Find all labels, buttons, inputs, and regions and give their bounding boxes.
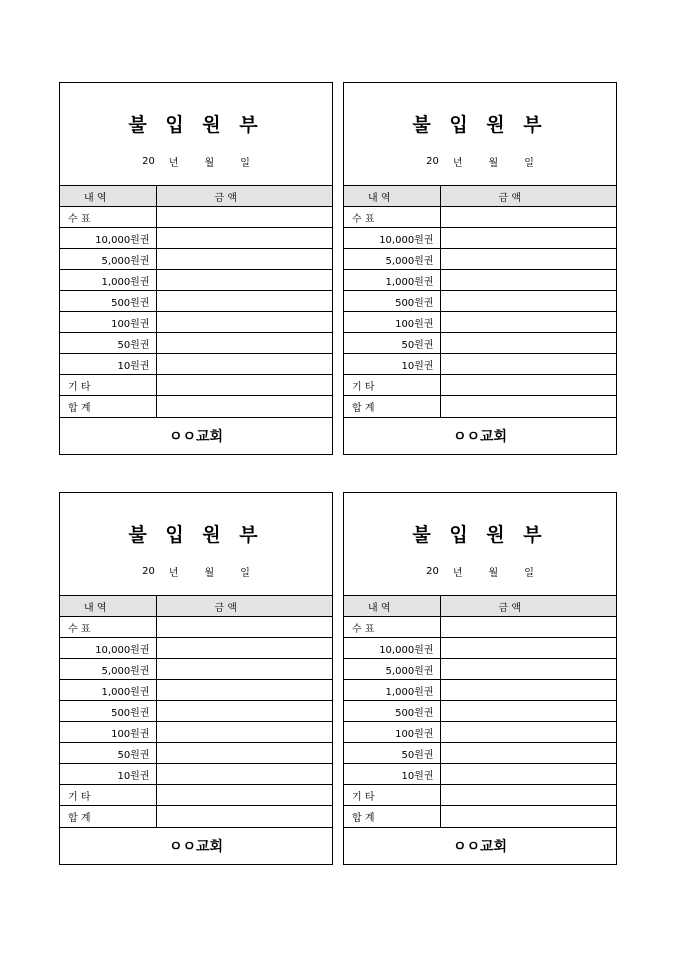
row-label: 10,000원권 [344,638,440,659]
amount-cell[interactable] [440,207,616,228]
amount-cell[interactable] [440,806,616,827]
header-item: 내 역 [344,186,440,207]
amount-cell[interactable] [440,617,616,638]
table-row [60,764,332,785]
row-label: 수 표 [344,617,440,638]
header-row [344,186,616,207]
table-row [60,638,332,659]
ledger-table [344,595,616,827]
amount-cell[interactable] [440,785,616,806]
row-label: 기 타 [344,375,440,396]
table-row [344,354,616,375]
table-row [344,312,616,333]
row-label: 5,000원권 [60,249,156,270]
amount-cell[interactable] [440,291,616,312]
table-row [60,785,332,806]
row-label: 100원권 [344,722,440,743]
row-label: 1,000원권 [344,680,440,701]
table-row [60,207,332,228]
amount-cell[interactable] [156,249,332,270]
table-row [344,249,616,270]
table-row [344,617,616,638]
table-row [344,722,616,743]
amount-cell[interactable] [440,764,616,785]
amount-cell[interactable] [156,764,332,785]
row-label: 500원권 [60,291,156,312]
table-row [344,291,616,312]
table-row [60,249,332,270]
ledger-table [344,185,616,417]
table-row [344,743,616,764]
header-amount: 금 액 [440,596,616,617]
amount-cell[interactable] [156,396,332,417]
date-year-prefix: 20 [142,155,155,167]
amount-cell[interactable] [440,743,616,764]
date-day-label: 일 [524,157,534,169]
row-label: 500원권 [344,291,440,312]
table-row [344,785,616,806]
table-row [344,680,616,701]
row-label: 50원권 [344,743,440,764]
table-row [344,701,616,722]
table-row [60,396,332,417]
row-label: 50원권 [60,333,156,354]
amount-cell[interactable] [440,680,616,701]
row-label: 수 표 [60,207,156,228]
row-label: 합 계 [344,396,440,417]
amount-cell[interactable] [156,291,332,312]
date-day-label: 일 [524,567,534,579]
ledger-card-bottom-right [343,492,617,865]
amount-cell[interactable] [440,375,616,396]
row-label: 10원권 [344,764,440,785]
amount-cell[interactable] [440,333,616,354]
table-row [60,617,332,638]
church-name: ㅇㅇ교회 [344,827,616,864]
amount-cell[interactable] [156,638,332,659]
amount-cell[interactable] [156,312,332,333]
table-row [60,375,332,396]
row-label: 50원권 [60,743,156,764]
table-row [60,743,332,764]
row-label: 합 계 [60,806,156,827]
date-line [60,137,332,185]
row-label: 기 타 [344,785,440,806]
table-row [60,312,332,333]
header-row [60,186,332,207]
amount-cell[interactable] [156,617,332,638]
header-item: 내 역 [60,186,156,207]
table-row [344,659,616,680]
date-month-label: 월 [488,567,499,579]
row-label: 500원권 [60,701,156,722]
amount-cell[interactable] [440,638,616,659]
table-row [60,659,332,680]
table-row [344,270,616,291]
date-year-label: 년 [452,157,463,169]
table-row [60,228,332,249]
row-label: 합 계 [60,396,156,417]
table-row [344,764,616,785]
amount-cell[interactable] [440,270,616,291]
date-month-label: 월 [204,157,215,169]
amount-cell[interactable] [440,228,616,249]
ledger-card-bottom-left [59,492,333,865]
church-name: ㅇㅇ교회 [60,827,332,864]
church-name: ㅇㅇ교회 [344,417,616,454]
ledger-card-top-right [343,82,617,455]
date-year-prefix: 20 [426,155,439,167]
header-item: 내 역 [60,596,156,617]
table-row [60,270,332,291]
date-line [60,547,332,595]
header-amount: 금 액 [156,596,332,617]
amount-cell[interactable] [156,743,332,764]
amount-cell[interactable] [440,722,616,743]
row-label: 10원권 [344,354,440,375]
date-month-label: 월 [204,567,215,579]
amount-cell[interactable] [156,659,332,680]
table-row [344,638,616,659]
amount-cell[interactable] [156,722,332,743]
header-row [344,596,616,617]
ledger-table [60,595,332,827]
amount-cell[interactable] [440,659,616,680]
row-label: 10,000원권 [60,228,156,249]
date-day-label: 일 [240,567,250,579]
row-label: 50원권 [344,333,440,354]
row-label: 100원권 [344,312,440,333]
ledger-table [60,185,332,417]
table-row [60,680,332,701]
amount-cell[interactable] [156,701,332,722]
amount-cell[interactable] [440,312,616,333]
table-row [60,806,332,827]
row-label: 5,000원권 [344,659,440,680]
row-label: 100원권 [60,312,156,333]
amount-cell[interactable] [440,701,616,722]
amount-cell[interactable] [156,333,332,354]
header-amount: 금 액 [440,186,616,207]
table-row [344,333,616,354]
header-row [60,596,332,617]
amount-cell[interactable] [156,806,332,827]
form-title: 불 입 원 부 [412,114,548,136]
row-label: 1,000원권 [60,680,156,701]
table-row [344,375,616,396]
table-row [60,333,332,354]
table-row [344,396,616,417]
table-row [60,354,332,375]
amount-cell[interactable] [156,785,332,806]
amount-cell[interactable] [156,680,332,701]
row-label: 10원권 [60,764,156,785]
amount-cell[interactable] [156,375,332,396]
row-label: 5,000원권 [344,249,440,270]
row-label: 5,000원권 [60,659,156,680]
amount-cell[interactable] [156,354,332,375]
table-row [344,806,616,827]
amount-cell[interactable] [156,270,332,291]
date-year-label: 년 [452,567,463,579]
row-label: 1,000원권 [60,270,156,291]
table-row [344,207,616,228]
row-label: 수 표 [344,207,440,228]
row-label: 기 타 [60,785,156,806]
row-label: 기 타 [60,375,156,396]
date-year-prefix: 20 [142,565,155,577]
row-label: 10원권 [60,354,156,375]
row-label: 10,000원권 [60,638,156,659]
date-line [344,137,616,185]
table-row [60,722,332,743]
date-year-label: 년 [168,157,179,169]
row-label: 1,000원권 [344,270,440,291]
table-row [60,291,332,312]
amount-cell[interactable] [440,396,616,417]
date-month-label: 월 [488,157,499,169]
date-year-prefix: 20 [426,565,439,577]
row-label: 합 계 [344,806,440,827]
table-row [344,228,616,249]
row-label: 100원권 [60,722,156,743]
row-label: 500원권 [344,701,440,722]
amount-cell[interactable] [156,207,332,228]
row-label: 10,000원권 [344,228,440,249]
amount-cell[interactable] [156,228,332,249]
church-name: ㅇㅇ교회 [60,417,332,454]
ledger-card-top-left [59,82,333,455]
date-year-label: 년 [168,567,179,579]
form-title: 불 입 원 부 [412,524,548,546]
date-day-label: 일 [240,157,250,169]
amount-cell[interactable] [440,249,616,270]
header-amount: 금 액 [156,186,332,207]
header-item: 내 역 [344,596,440,617]
table-row [60,701,332,722]
form-title: 불 입 원 부 [128,114,264,136]
form-title: 불 입 원 부 [128,524,264,546]
amount-cell[interactable] [440,354,616,375]
row-label: 수 표 [60,617,156,638]
date-line [344,547,616,595]
